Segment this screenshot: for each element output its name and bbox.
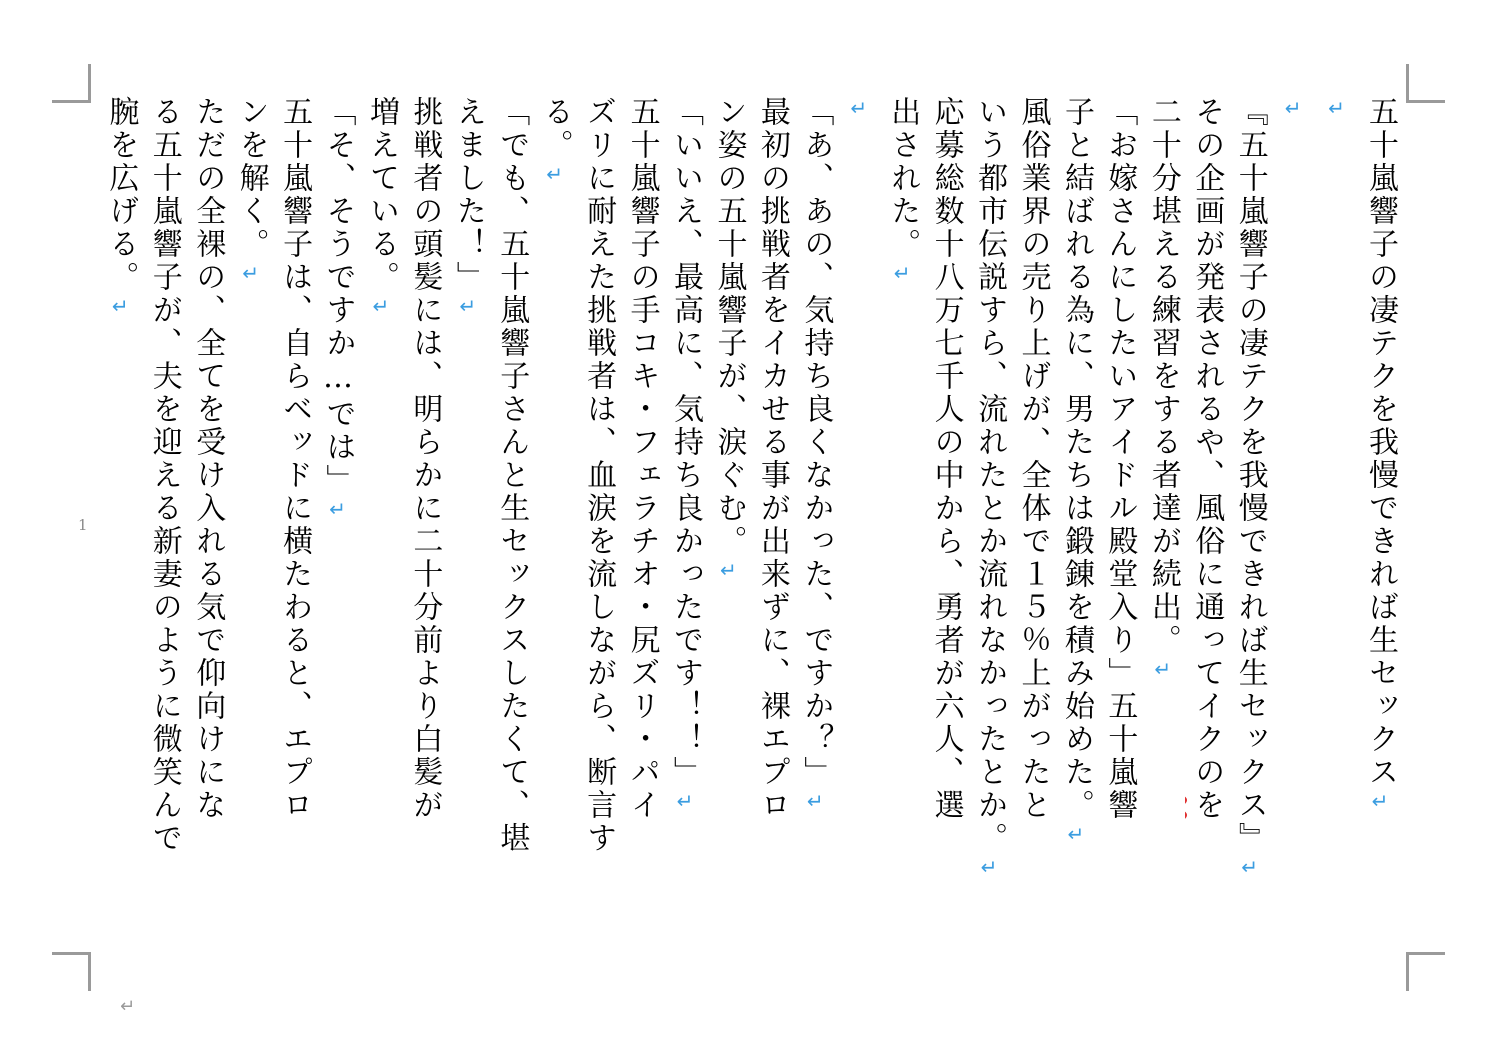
column-text: 五十嵐響子は、自らベッドに横たわると、エプロ [277, 96, 313, 822]
column-text: 五十嵐響子の凄テクを我慢できれば生セックス [1363, 96, 1398, 789]
column-text: 出された。 [885, 96, 921, 261]
text-column [142, 96, 185, 966]
text-column [1315, 96, 1358, 966]
column-text: その企画が発表されるや、風俗に通ってイクの [1189, 96, 1225, 789]
text-column [1141, 96, 1184, 966]
text-column [99, 96, 142, 966]
text-column [1359, 96, 1402, 966]
paragraph-mark-icon: ↵ [238, 261, 263, 285]
paragraph-mark-icon: ↵ [977, 855, 1002, 879]
text-column [316, 96, 359, 966]
column-text: いう都市伝説すら、流れたとか流れなかったとか。 [972, 96, 1008, 855]
text-column [1055, 96, 1098, 966]
text-column [490, 96, 533, 966]
text-column [1011, 96, 1054, 966]
text-column [273, 96, 316, 966]
text-column [1098, 96, 1141, 966]
paragraph-mark-icon: ↵ [890, 261, 915, 285]
column-text: 「あ、あの、気持ち良くなかった、ですか？」 [798, 96, 834, 789]
text-column [186, 96, 229, 966]
column-text: ンを解く。 [233, 96, 269, 261]
text-column [229, 96, 272, 966]
column-text: 挑戦者の頭髪には、明らかに二十分前より白髪が [407, 96, 443, 822]
column-text: えました！」 [450, 96, 486, 294]
text-column [1272, 96, 1315, 966]
column-text: 増えている。 [363, 96, 399, 294]
column-text: る。 [537, 96, 573, 162]
text-column [446, 96, 489, 966]
column-text: 応募総数十八万七千人の中から、勇者が六人、選 [928, 96, 964, 822]
text-column [1185, 96, 1228, 966]
paragraph-mark-icon: ↵ [325, 497, 350, 521]
text-column [403, 96, 446, 966]
paragraph-mark-icon: ↵ [1237, 855, 1262, 879]
column-text: 二十分堪える練習をする者達が続出。 [1145, 96, 1181, 657]
paragraph-mark-icon: ↵ [1150, 657, 1175, 681]
text-column [360, 96, 403, 966]
column-text: 「お嫁さんにしたいアイドル殿堂入り」五十嵐響 [1102, 96, 1138, 822]
text-column [533, 96, 576, 966]
text-column [968, 96, 1011, 966]
column-text: 最初の挑戦者をイカせる事が出来ずに、裸エプロ [754, 96, 790, 822]
crop-mark-bottom-right [1406, 952, 1445, 991]
text-column [924, 96, 967, 966]
column-text: 腕を広げる。 [103, 96, 139, 294]
column-text: る五十嵐響子が、夫を迎える新妻のように微笑んで [146, 96, 182, 855]
spellcheck-marked-text: を [1189, 789, 1225, 822]
text-column [881, 96, 924, 966]
paragraph-mark-icon: ↵ [542, 162, 567, 186]
text-column [664, 96, 707, 966]
text-column [1228, 96, 1271, 966]
paragraph-mark-icon: ↵ [1368, 789, 1392, 813]
paragraph-mark-icon: ↵ [673, 789, 697, 813]
paragraph-mark-icon: ↵ [846, 96, 871, 120]
crop-mark-bottom-left [52, 952, 91, 991]
column-text: 「そ、そうですか…では」 [320, 96, 356, 497]
paragraph-mark-icon: ↵ [1324, 96, 1349, 120]
paragraph-mark-icon: ↵ [108, 294, 133, 318]
paragraph-mark-icon: ↵ [1063, 822, 1088, 846]
column-text: 『五十嵐響子の凄テクを我慢できれば生セックス』 [1232, 96, 1268, 855]
end-of-document-mark: ↵ [120, 996, 136, 1017]
column-text: 風俗業界の売り上げが、全体で１５％上がったと [1015, 96, 1051, 822]
text-column [750, 96, 793, 966]
text-column [794, 96, 837, 966]
column-text: ズリに耐えた挑戦者は、血涙を流しながら、断言す [581, 96, 617, 855]
page-number: 1 [78, 516, 88, 534]
paragraph-mark-icon: ↵ [1281, 96, 1306, 120]
column-text: 五十嵐響子の手コキ・フェラチオ・尻ズリ・パイ [624, 96, 660, 822]
column-text: ン姿の五十嵐響子が、涙ぐむ。 [711, 96, 747, 558]
paragraph-mark-icon: ↵ [455, 294, 480, 318]
crop-mark-top-right [1406, 64, 1445, 103]
column-text: ただの全裸の、全てを受け入れる気で仰向けにな [190, 96, 226, 822]
crop-mark-top-left [52, 64, 91, 103]
text-column [707, 96, 750, 966]
paragraph-mark-icon: ↵ [716, 558, 741, 582]
text-column [837, 96, 880, 966]
vertical-text-body[interactable] [96, 96, 1402, 966]
paragraph-mark-icon: ↵ [368, 294, 393, 318]
text-column [577, 96, 620, 966]
paragraph-mark-icon: ↵ [803, 789, 828, 813]
column-text: 「でも、五十嵐響子さんと生セックスしたくて、堪 [494, 96, 530, 855]
column-text: 子と結ばれる為に、男たちは鍛錬を積み始めた。 [1058, 96, 1094, 822]
column-text: 「いいえ、最高に、気持ち良かったです！！」 [668, 96, 703, 789]
text-column [620, 96, 663, 966]
